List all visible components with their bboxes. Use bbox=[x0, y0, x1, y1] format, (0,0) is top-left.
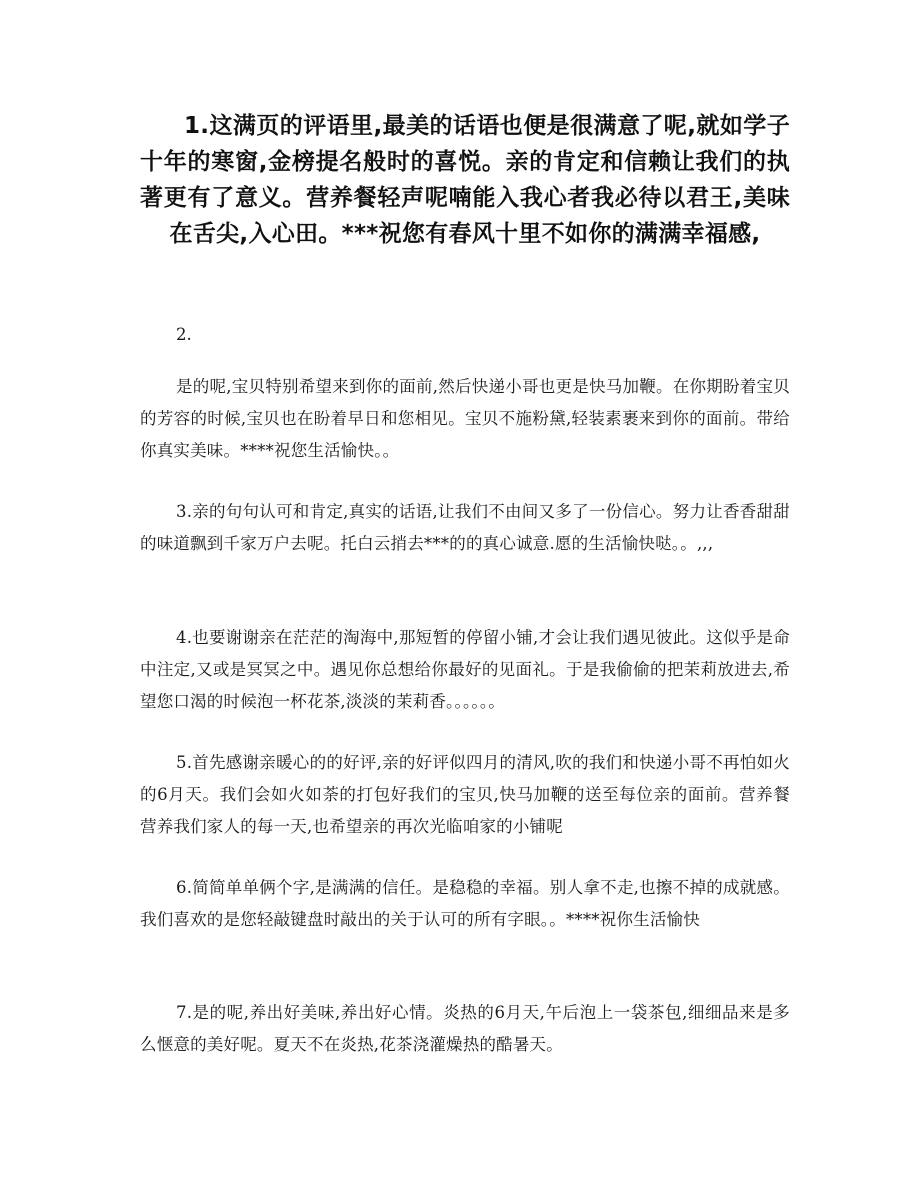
paragraph-item-6: 6.简简单单俩个字,是满满的信任。是稳稳的幸福。别人拿不走,也擦不掉的成就感。我们喜欢的是您轻敲键盘时敲出的关于认可的所有字眼。。****祝你生活愉快 bbox=[140, 878, 790, 929]
paragraph-item-2: 是的呢,宝贝特别希望来到你的面前,然后快递小哥也更是快马加鞭。在你期盼着宝贝的芳容的时候,宝贝也在盼着早日和您相见。宝贝不施粉黛,轻装素裹来到你的面前。带给你真实美味。****祝您生活愉快。。 bbox=[140, 377, 790, 460]
item-2-number: 2. bbox=[176, 325, 192, 344]
paragraph-item-3: 3.亲的句句认可和肯定,真实的话语,让我们不由间又多了一份信心。努力让香香甜甜的味道飘到千家万户去呢。托白云捎去***的的真心诚意.愿的生活愉快哒。。,,, bbox=[140, 502, 790, 553]
document-heading-item-1: 1.这满页的评语里,最美的话语也便是很满意了呢,就如学子十年的寒窗,金榜提名般时的喜悦。亲的肯定和信赖让我们的执著更有了意义。营养餐轻声呢喃能入我心者我必待以君王,美味在舌尖,入心田。***祝您有春风十里不如你的满满幸福感, bbox=[140, 113, 790, 247]
paragraph-item-7: 7.是的呢,养出好美味,养出好心情。炎热的6月天,午后泡上一袋茶包,细细品来是多么惬意的美好呢。夏天不在炎热,花茶浇灌燥热的酷暑天。 bbox=[140, 1003, 790, 1054]
paragraph-item-5: 5.首先感谢亲暖心的的好评,亲的好评似四月的清风,吹的我们和快递小哥不再怕如火的6月天。我们会如火如荼的打包好我们的宝贝,快马加鞭的送至每位亲的面前。营养餐营养我们家人的每一天,也希望亲的再次光临咱家的小铺呢 bbox=[140, 753, 790, 836]
paragraph-item-4: 4.也要谢谢亲在茫茫的淘海中,那短暂的停留小铺,才会让我们遇见彼此。这似乎是命中注定,又或是冥冥之中。遇见你总想给你最好的见面礼。于是我偷偷的把茉莉放进去,希望您口渴的时候泡一杯花茶,淡淡的茉莉香。。。。。。 bbox=[140, 628, 790, 711]
